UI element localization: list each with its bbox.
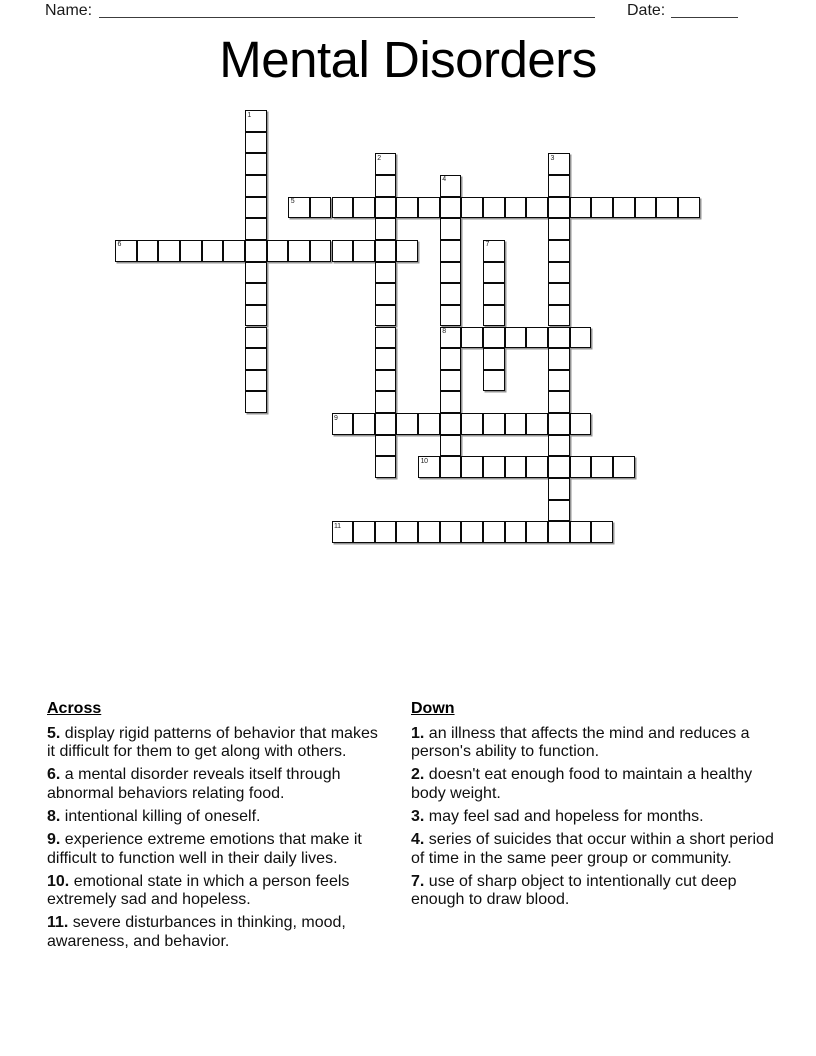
grid-cell xyxy=(461,327,483,349)
grid-cell xyxy=(396,521,418,543)
grid-cell xyxy=(440,327,462,349)
grid-cell xyxy=(375,521,397,543)
clue-item xyxy=(411,725,776,762)
grid-cell xyxy=(332,521,354,543)
across-heading: Across xyxy=(47,700,102,717)
clue-item xyxy=(47,831,383,868)
grid-cell xyxy=(375,262,397,284)
grid-cell xyxy=(548,391,570,413)
grid-cell xyxy=(440,413,462,435)
grid-cell xyxy=(461,197,483,219)
grid-cell xyxy=(440,175,462,197)
grid-cell xyxy=(548,413,570,435)
grid-cell xyxy=(353,197,375,219)
grid-cell xyxy=(245,327,267,349)
grid-cell xyxy=(570,197,592,219)
grid-cell xyxy=(180,240,202,262)
clue-text: intentional killing of oneself. xyxy=(60,807,261,825)
grid-cell xyxy=(396,240,418,262)
grid-cell xyxy=(570,456,592,478)
cell-number: 6 xyxy=(117,241,122,249)
clue-text: doesn't eat enough food to maintain a healthy body weight. xyxy=(411,766,753,802)
grid-cell xyxy=(548,500,570,522)
grid-cell xyxy=(678,197,700,219)
clue-number: 8. xyxy=(47,807,61,825)
grid-cell xyxy=(505,327,527,349)
grid-cell xyxy=(375,153,397,175)
clue-number: 5. xyxy=(47,724,61,742)
grid-cell xyxy=(548,153,570,175)
clue-item xyxy=(47,914,383,951)
grid-cell xyxy=(375,305,397,327)
grid-cell xyxy=(375,348,397,370)
grid-cell xyxy=(245,262,267,284)
grid-cell xyxy=(483,305,505,327)
grid-cell xyxy=(505,521,527,543)
grid-cell xyxy=(332,197,354,219)
grid-cell xyxy=(245,153,267,175)
grid-cell xyxy=(353,521,375,543)
grid-cell xyxy=(548,348,570,370)
grid-cell xyxy=(505,197,527,219)
clue-text: may feel sad and hopeless for months. xyxy=(424,807,704,825)
date-blank-line xyxy=(671,17,738,18)
clue-number: 10. xyxy=(47,872,70,890)
grid-cell xyxy=(375,327,397,349)
grid-cell xyxy=(245,283,267,305)
grid-cell xyxy=(461,521,483,543)
date-label: Date: xyxy=(627,2,666,19)
grid-cell xyxy=(548,521,570,543)
clue-text: emotional state in which a person feels extremely sad and hopeless. xyxy=(47,872,350,909)
grid-cell xyxy=(483,327,505,349)
name-label: Name: xyxy=(45,2,93,19)
cell-number: 4 xyxy=(442,176,446,184)
grid-cell xyxy=(483,262,505,284)
grid-cell xyxy=(526,413,548,435)
clue-text: series of suicides that occur within a short period of time in the same peer group or community. xyxy=(411,831,774,867)
grid-cell xyxy=(526,197,548,219)
cell-number: 5 xyxy=(290,198,295,206)
cell-number: 8 xyxy=(442,328,446,335)
clue-item xyxy=(411,831,776,868)
grid-cell xyxy=(483,370,505,392)
clue-item xyxy=(47,873,383,910)
grid-cell xyxy=(440,240,462,262)
grid-cell xyxy=(483,283,505,305)
grid-cell xyxy=(245,305,267,327)
grid-cell xyxy=(267,240,289,262)
across-clues-list xyxy=(47,725,383,952)
grid-cell xyxy=(526,327,548,349)
grid-cell xyxy=(288,240,310,262)
grid-cell xyxy=(548,435,570,457)
down-clues-list xyxy=(411,725,776,910)
clue-number: 3. xyxy=(411,807,425,825)
clue-item xyxy=(411,766,776,803)
grid-cell xyxy=(548,456,570,478)
grid-cell xyxy=(115,240,137,262)
grid-cell xyxy=(440,435,462,457)
grid-cell xyxy=(440,197,462,219)
grid-cell xyxy=(440,456,462,478)
grid-cell xyxy=(245,132,267,154)
grid-cell xyxy=(245,175,267,197)
grid-cell xyxy=(656,197,678,219)
grid-cell xyxy=(570,521,592,543)
clue-text: an illness that affects the mind and reduces a person's ability to function. xyxy=(411,724,750,761)
grid-cell xyxy=(418,197,440,219)
clue-text: display rigid patterns of behavior that makes it difficult for them to get along with others. xyxy=(47,724,378,761)
clue-item xyxy=(47,725,383,762)
down-clues-section xyxy=(411,700,776,914)
grid-cell xyxy=(548,175,570,197)
clue-number: 11. xyxy=(47,914,69,932)
grid-cell xyxy=(310,240,332,262)
grid-cell xyxy=(548,197,570,219)
grid-cell xyxy=(375,218,397,240)
clue-item xyxy=(411,873,776,910)
grid-cell xyxy=(591,197,613,219)
page-title: Mental Disorders xyxy=(219,31,597,88)
grid-cell xyxy=(245,218,267,240)
grid-cell xyxy=(353,240,375,262)
grid-cell xyxy=(461,456,483,478)
name-blank-line xyxy=(99,17,595,18)
grid-cell xyxy=(245,197,267,219)
grid-cell xyxy=(332,413,354,435)
clue-number: 7. xyxy=(411,872,425,890)
grid-cell xyxy=(223,240,245,262)
grid-cell xyxy=(375,456,397,478)
grid-cell xyxy=(483,197,505,219)
grid-cell xyxy=(526,456,548,478)
clue-item xyxy=(47,808,383,827)
cell-number: 2 xyxy=(377,154,381,162)
grid-cell xyxy=(635,197,657,219)
grid-cell xyxy=(245,240,267,262)
grid-cell xyxy=(483,456,505,478)
grid-cell xyxy=(310,197,332,219)
grid-cell xyxy=(137,240,159,262)
grid-cell xyxy=(202,240,224,262)
grid-cell xyxy=(418,456,440,478)
clue-text: severe disturbances in thinking, mood, awareness, and behavior. xyxy=(47,914,346,951)
grid-cell xyxy=(548,478,570,500)
grid-cell xyxy=(483,521,505,543)
clue-number: 6. xyxy=(47,766,61,784)
cell-number: 7 xyxy=(485,241,490,249)
grid-cell xyxy=(440,283,462,305)
grid-cell xyxy=(440,521,462,543)
cell-number: 10 xyxy=(420,457,428,465)
clue-number: 2. xyxy=(411,766,425,784)
grid-cell xyxy=(461,413,483,435)
clue-number: 1. xyxy=(411,724,425,742)
grid-cell xyxy=(375,370,397,392)
clue-text: a mental disorder reveals itself through abnormal behaviors relating food. xyxy=(47,766,341,802)
grid-cell xyxy=(440,262,462,284)
clue-item xyxy=(47,766,383,803)
cell-number: 11 xyxy=(334,522,341,530)
grid-cell xyxy=(483,413,505,435)
grid-cell xyxy=(440,370,462,392)
grid-cell xyxy=(418,413,440,435)
grid-cell xyxy=(375,435,397,457)
grid-cell xyxy=(548,240,570,262)
grid-cell xyxy=(245,110,267,132)
grid-cell xyxy=(440,391,462,413)
grid-cell xyxy=(245,348,267,370)
grid-cell xyxy=(396,197,418,219)
grid-cell xyxy=(375,175,397,197)
cell-number: 3 xyxy=(550,154,555,162)
grid-cell xyxy=(570,413,592,435)
grid-cell xyxy=(505,413,527,435)
grid-cell xyxy=(440,305,462,327)
clue-text: experience extreme emotions that make it difficult to function well in their daily lives. xyxy=(47,831,362,867)
grid-cell xyxy=(288,197,310,219)
grid-cell xyxy=(526,521,548,543)
grid-cell xyxy=(548,305,570,327)
crossword-grid xyxy=(115,110,701,544)
grid-cell xyxy=(613,456,635,478)
grid-cell xyxy=(375,197,397,219)
clue-item xyxy=(411,808,776,827)
grid-cell xyxy=(548,218,570,240)
cell-number: 1 xyxy=(247,111,251,119)
grid-cell xyxy=(440,348,462,370)
grid-cell xyxy=(440,218,462,240)
grid-cell xyxy=(245,370,267,392)
grid-cell xyxy=(505,456,527,478)
grid-cell xyxy=(353,413,375,435)
grid-cell xyxy=(158,240,180,262)
across-clues-section xyxy=(47,700,383,956)
grid-cell xyxy=(548,370,570,392)
grid-cell xyxy=(375,413,397,435)
clue-number: 4. xyxy=(411,831,425,849)
grid-cell xyxy=(591,521,613,543)
grid-cell xyxy=(375,391,397,413)
grid-cell xyxy=(483,240,505,262)
cell-number: 9 xyxy=(334,414,338,422)
grid-cell xyxy=(396,413,418,435)
grid-cell xyxy=(375,283,397,305)
grid-cell xyxy=(591,456,613,478)
grid-cell xyxy=(548,262,570,284)
grid-cell xyxy=(332,240,354,262)
clue-text: use of sharp object to intentionally cut deep enough to draw blood. xyxy=(411,872,737,909)
grid-cell xyxy=(613,197,635,219)
down-heading: Down xyxy=(411,700,455,717)
grid-cell xyxy=(375,240,397,262)
clue-number: 9. xyxy=(47,831,61,849)
grid-cell xyxy=(483,348,505,370)
grid-cell xyxy=(418,521,440,543)
grid-cell xyxy=(570,327,592,349)
grid-cell xyxy=(548,283,570,305)
grid-cell xyxy=(245,391,267,413)
grid-cell xyxy=(548,327,570,349)
